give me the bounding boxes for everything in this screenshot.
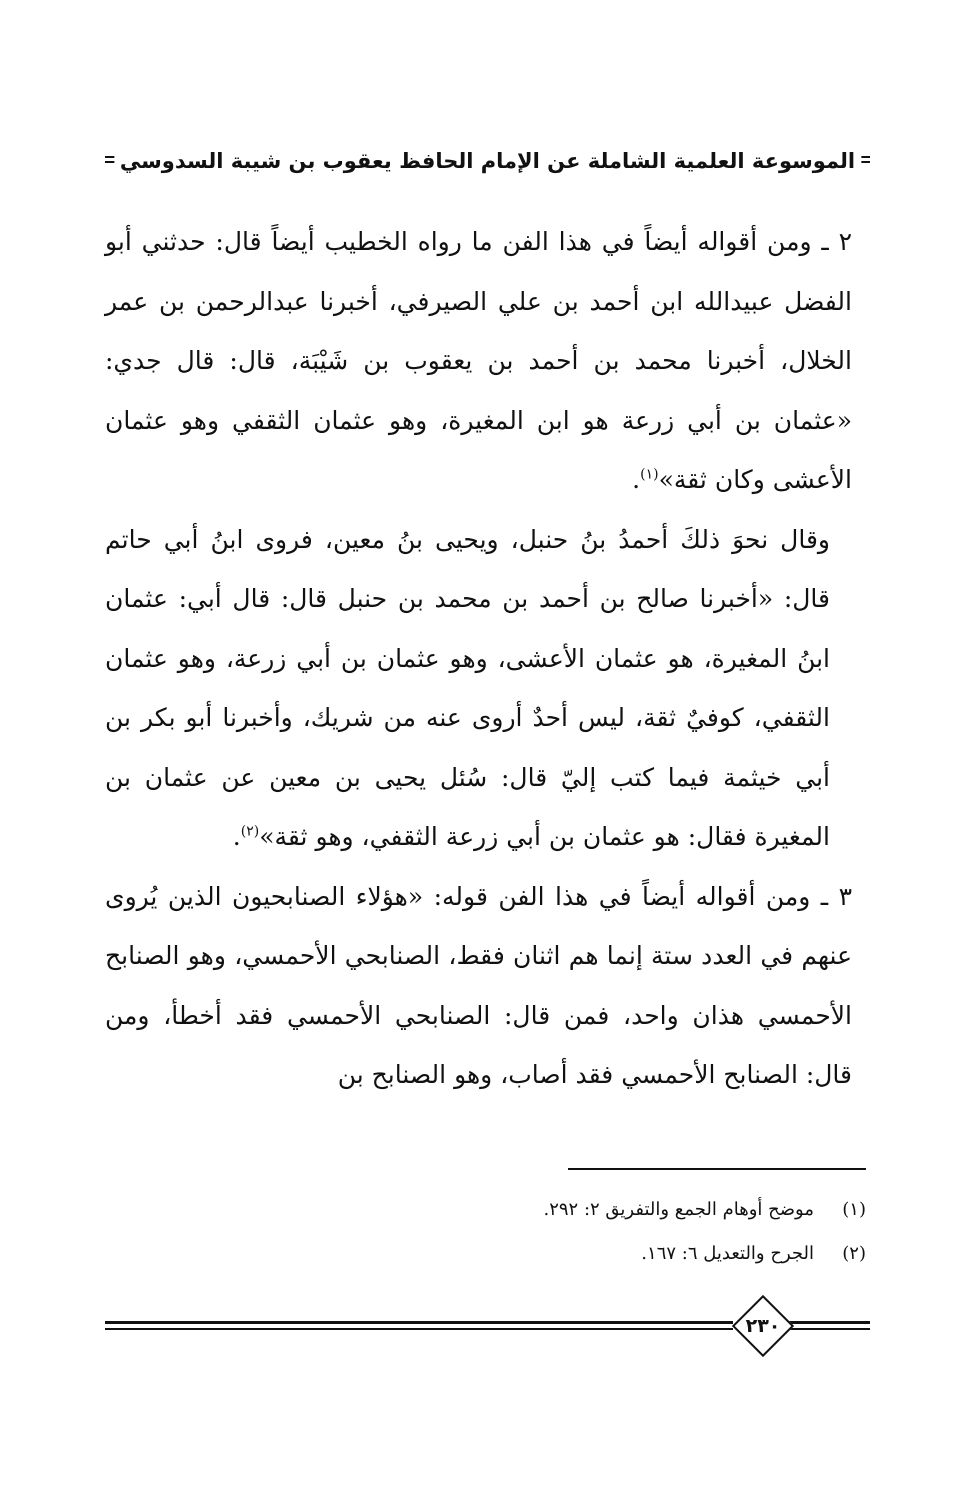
footnote-separator [568, 1168, 866, 1170]
footnote-mark: (١) [842, 1199, 866, 1220]
paragraph-2 [105, 212, 852, 510]
page-footer [105, 1296, 870, 1360]
page-number-badge [733, 1296, 793, 1356]
footnote-text: موضح أوهام الجمع والتفريق ٢: ٢٩٢. [543, 1199, 814, 1220]
paragraph-text: ٢ ـ ومن أقواله أيضاً في هذا الفن ما رواه الخطيب أيضاً قال: حدثني أبو الفضل عبيدالله ابن أحمد بن علي الصيرفي، أخبرنا عبدالرحمن بن عمر الخلال، أخبرنا محمد بن أحمد بن يعقوب بن شَيْبَة، قال: قال جدي: «عثمان بن أبي زرعة هو ابن المغيرة، وهو عثمان الثقفي وهو عثمان الأعشى وكان ثقة» [105, 227, 852, 494]
footnote-ref: (١) [640, 466, 659, 483]
footnote-2 [300, 1232, 866, 1276]
footnote-ref: (٢) [240, 823, 260, 840]
paragraph-tail: . [632, 465, 641, 494]
paragraph-3 [105, 867, 852, 1105]
footnotes [300, 1188, 866, 1276]
page-number: ٢٣٠ [745, 1315, 781, 1337]
paragraph-continuation [105, 510, 830, 867]
running-header [105, 146, 870, 176]
header-title: الموسوعة العلمية الشاملة عن الإمام الحافظ يعقوب بن شيبة السدوسي [114, 146, 861, 176]
paragraph-tail: . [232, 822, 241, 851]
footnote-1 [300, 1188, 866, 1232]
body-text [105, 212, 852, 1105]
footer-rule-left [105, 1321, 733, 1330]
paragraph-text: وقال نحوَ ذلكَ أحمدُ بنُ حنبل، ويحيى بنُ معين، فروى ابنُ أبي حاتم قال: «أخبرنا صالح بن أحمد بن محمد بن حنبل قال: قال أبي: عثمان ابنُ المغيرة، هو عثمان الأعشى، وهو عثمان بن أبي زرعة، وهو عثمان الثقفي، كوفيٌ ثقة، ليس أحدٌ أروى عنه من شريك، وأخبرنا أبو بكر بن أبي خيثمة فيما كتب إليّ قال: سُئل يحيى بن معين عن عثمان بن المغيرة فقال: هو عثمان بن أبي زرعة الثقفي، وهو ثقة» [105, 524, 830, 851]
paragraph-text: ٣ ـ ومن أقواله أيضاً في هذا الفن قوله: «هؤلاء الصنابحيون الذين يُروى عنهم في العدد ستة إنما هم اثنان فقط، الصنابحي الأحمسي، وهو الصنابح الأحمسي هذان واحد، فمن قال: الصنابحي الأحمسي فقد أخطأ، ومن قال: الصنابح الأحمسي فقد أصاب، وهو الصنابح بن [105, 881, 852, 1089]
footnote-mark: (٢) [842, 1243, 866, 1264]
footnote-text: الجرح والتعديل ٦: ١٦٧. [641, 1243, 814, 1264]
